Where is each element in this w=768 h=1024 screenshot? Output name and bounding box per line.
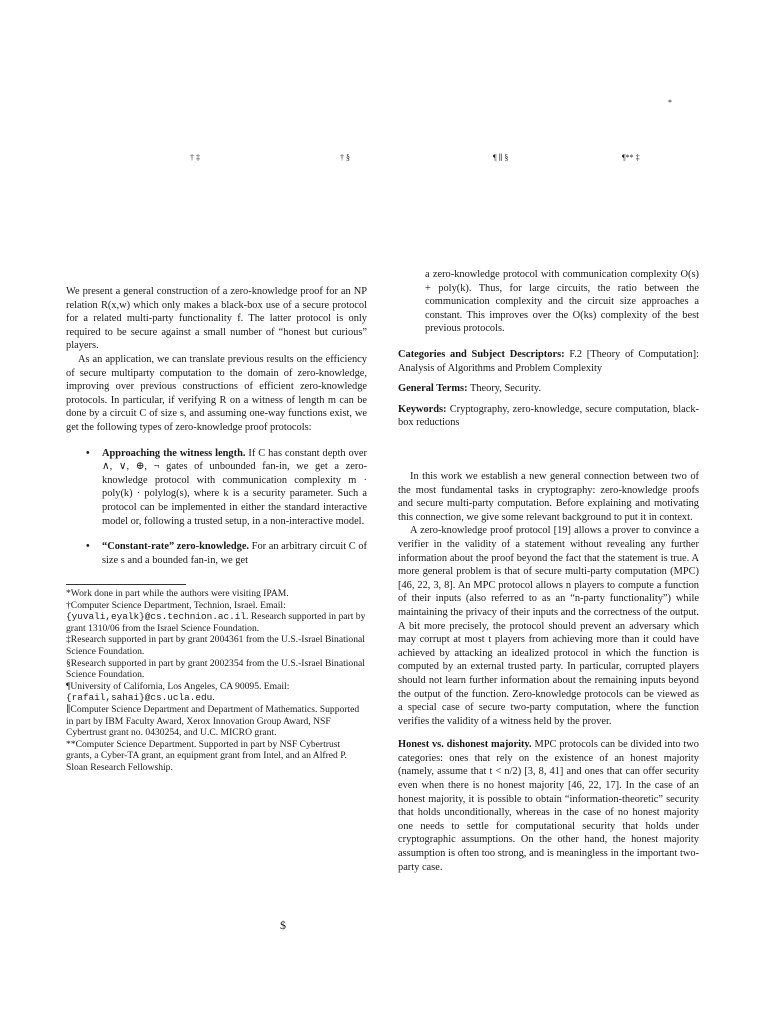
page-mark: $ — [280, 918, 286, 932]
categories: Categories and Subject Descriptors: F.2 [Theory of Computation]: Analysis of Algorithms and Problem Complexity — [398, 349, 699, 374]
author-mark-3: ¶ ∥ § — [493, 153, 509, 162]
author-mark-4: ¶** ‡ — [622, 153, 640, 162]
author-mark-2: † § — [340, 153, 350, 162]
bullet-witness-length — [84, 447, 367, 529]
bullet-2-continuation: a zero-knowledge protocol with communication complexity O(s) + poly(k). Thus, for large circuits, the ratio between the communication complexity and the circuit size approaches a constant. This improves over the O(ks) complexity of the best previous protocols. — [425, 269, 699, 335]
bullet-1-title: Approaching the witness length. — [102, 447, 246, 459]
paper-metadata — [398, 348, 699, 430]
abstract-column — [66, 285, 367, 567]
email-technion[interactable]: {yuvali,eyalk}@cs.technion.ac.il — [66, 611, 247, 623]
intro-paragraph-2: A zero-knowledge proof protocol [19] allows a prover to convince a verifier in the validity of a statement without revealing any further information about the proof beyond the fact that the statement is true. A more general problem is that of secure multi-party computation (MPC) [46, 22, 3, 8]. An MPC protocol allows n players to compute a function of their inputs (also referred to as an “n-party functionality”) while maintaining the privacy of their inputs and the correctness of the output. A bit more precisely, the protocol should prevent an adversary which may corrupt at most t players from achieving more than it could have achieved by attacking an idealized protocol in which the function is computed by an external trusted party. In particular, corrupted players should not learn further information about the remaining inputs beyond the output of the function. Zero-knowledge protocols can be viewed as a special case of secure two-party computation, where the function verifies the validity of a witness held by the prover. — [398, 525, 699, 727]
footnote-cs-math: ∥Computer Science Department and Department of Mathematics. Supported in part by IBM Faculty Award, Xerox Innovation Group Award, NSF Cybertrust grant no. 0430254, and U.C. MICRO grant. — [66, 703, 360, 739]
footnote-ucla: ¶University of California, Los Angeles, CA 90095. Email: {rafail,sahai}@cs.ucla.edu. — [66, 680, 290, 704]
footnote-technion: †Computer Science Department, Technion, Israel. Email: {yuvali,eyalk}@cs.technion.ac.il. Research supported in part by grant 1310/06 from the Israel Science Foundation. — [66, 599, 366, 634]
footnotes — [66, 588, 367, 774]
keywords: Keywords: Cryptography, zero-knowledge, secure computation, black-box reductions — [398, 403, 699, 429]
intro-paragraph-1: In this work we establish a new general connection between two of the most fundamental tasks in cryptography: zero-knowledge proofs and secure multi-party computation. Before explaining and motivating this connection, we give some relevant background to put it in context. — [398, 471, 699, 523]
bullet-2-text: For an arbitrary circuit C of size s and a bounded fan-in, we get — [102, 541, 367, 566]
honest-majority-paragraph: Honest vs. dishonest majority. MPC protocols can be divided into two categories: ones that rely on the existence of an honest majority (namely, assume that t < n/2) [3, 8, 41] and ones that can offer security even when there is no honest majority [46, 22, 17]. In the case of an honest majority, it is possible to obtain “information-theoretic” security that holds unconditionally, whereas in the case of no honest majority one needs to settle for computational security that holds under cryptographic assumptions. On the other hand, the honest majority assumption is often too strong, and is meaningless in the important two-party case. — [398, 739, 699, 873]
introduction-column — [398, 470, 699, 874]
bullet-1-text: If C has constant depth over ∧, ∨, ⊕, ¬ gates of unbounded fan-in, we get a zero-knowledge protocol with communication complexity m · poly(k) · polylog(s), where k is a security parameter. Such a protocol can be implemented in either the standard interactive model or, following a trusted setup, in a non-interactive model. — [102, 447, 367, 527]
footnote-cs-nsf: **Computer Science Department. Supported in part by NSF Cybertrust grants, a Cyber-TA grant, an equipment grant from Intel, and an Alfred P. Sloan Research Fellowship. — [66, 738, 347, 773]
bullet-constant-rate — [84, 540, 367, 567]
footnote-ipam: *Work done in part while the authors were visiting IPAM. — [66, 588, 289, 599]
footnote-rule — [66, 584, 186, 585]
footnote-bsf-1: ‡Research supported in part by grant 2004361 from the U.S.-Israel Binational Science Foundation. — [66, 634, 365, 657]
header-mark-star: * — [668, 98, 672, 107]
abstract-paragraph-1: We present a general construction of a zero-knowledge proof for an NP relation R(x,w) which only makes a black-box use of a secure protocol for a related multi-party functionality f. The latter protocol is only required to be secure against a small number of “honest but curious” players. — [66, 286, 367, 352]
email-ucla[interactable]: {rafail,sahai}@cs.ucla.edu — [66, 692, 213, 704]
abstract-paragraph-2: As an application, we can translate previous results on the efficiency of secure multiparty computation to the domain of zero-knowledge, improving over previous constructions of efficient zero-knowledge protocols. In particular, if verifying R on a witness of length m can be done by a circuit C of size s, and assuming one-way functions exist, we get the following types of zero-knowledge proof protocols: — [66, 353, 367, 433]
author-mark-1: † ‡ — [190, 153, 200, 162]
general-terms: General Terms: Theory, Security. — [398, 383, 542, 395]
footnote-bsf-2: §Research supported in part by grant 2002354 from the U.S.-Israel Binational Science Foundation. — [66, 657, 365, 681]
bullet-2-title: “Constant-rate” zero-knowledge. — [102, 541, 250, 553]
